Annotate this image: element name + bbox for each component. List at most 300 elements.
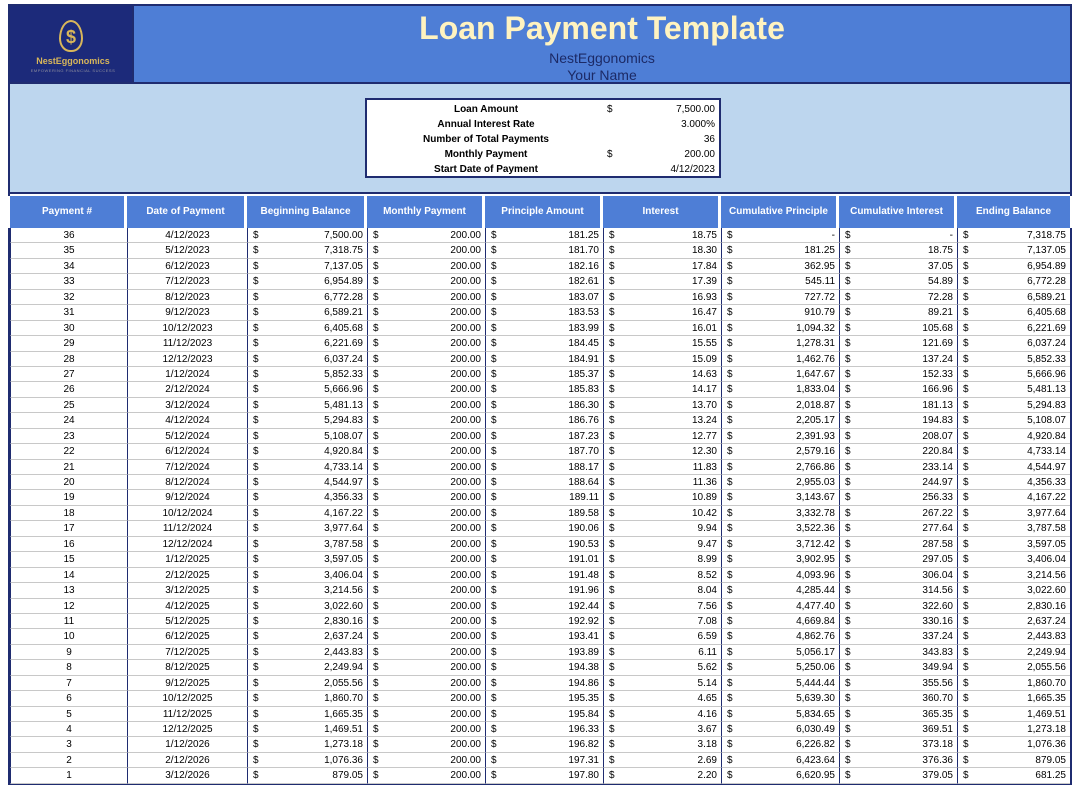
- monthly-payment-cell[interactable]: [367, 321, 485, 336]
- interest-cell[interactable]: [603, 768, 721, 783]
- principle-amount-cell[interactable]: [485, 521, 603, 536]
- monthly-payment-cell[interactable]: [367, 722, 485, 737]
- interest-cell[interactable]: [603, 552, 721, 567]
- beginning-balance-cell[interactable]: [247, 768, 367, 783]
- interest-cell[interactable]: [603, 444, 721, 459]
- monthly-payment-cell[interactable]: [367, 599, 485, 614]
- principle-amount-cell[interactable]: [485, 552, 603, 567]
- loan-amount-input[interactable]: 7,500.00: [676, 104, 715, 115]
- principle-amount-cell[interactable]: [485, 645, 603, 660]
- principle-amount-cell[interactable]: [485, 707, 603, 722]
- cumulative-interest-cell[interactable]: [839, 614, 957, 629]
- cumulative-interest-cell[interactable]: [839, 599, 957, 614]
- monthly-payment-cell[interactable]: [367, 506, 485, 521]
- cumulative-principle-cell[interactable]: [721, 737, 839, 752]
- payment-date-cell[interactable]: 6/12/2024: [127, 444, 247, 459]
- monthly-payment-cell[interactable]: [367, 707, 485, 722]
- cumulative-interest-cell[interactable]: [839, 676, 957, 691]
- cumulative-interest-cell[interactable]: [839, 429, 957, 444]
- cumulative-principle-cell[interactable]: [721, 444, 839, 459]
- principle-amount-cell[interactable]: [485, 753, 603, 768]
- payment-number-cell[interactable]: 4: [10, 722, 127, 737]
- payment-number-cell[interactable]: 25: [10, 398, 127, 413]
- ending-balance-cell[interactable]: [957, 645, 1070, 660]
- interest-cell[interactable]: [603, 475, 721, 490]
- principle-amount-cell[interactable]: [485, 737, 603, 752]
- beginning-balance-cell[interactable]: [247, 660, 367, 675]
- payment-number-cell[interactable]: 31: [10, 305, 127, 320]
- monthly-payment-cell[interactable]: [367, 413, 485, 428]
- interest-cell[interactable]: [603, 305, 721, 320]
- ending-balance-cell[interactable]: [957, 599, 1070, 614]
- payment-number-cell[interactable]: 1: [10, 768, 127, 783]
- monthly-payment-cell[interactable]: [367, 629, 485, 644]
- payment-date-cell[interactable]: 3/12/2026: [127, 768, 247, 783]
- total-payments-input[interactable]: 36: [703, 134, 715, 145]
- beginning-balance-cell[interactable]: [247, 537, 367, 552]
- cumulative-interest-cell[interactable]: [839, 737, 957, 752]
- principle-amount-cell[interactable]: [485, 506, 603, 521]
- payment-date-cell[interactable]: 7/12/2023: [127, 274, 247, 289]
- payment-number-cell[interactable]: 33: [10, 274, 127, 289]
- payment-number-cell[interactable]: 32: [10, 290, 127, 305]
- ending-balance-cell[interactable]: [957, 660, 1070, 675]
- monthly-payment-cell[interactable]: [367, 460, 485, 475]
- cumulative-principle-cell[interactable]: [721, 629, 839, 644]
- monthly-payment-cell[interactable]: [367, 274, 485, 289]
- principle-amount-cell[interactable]: [485, 676, 603, 691]
- monthly-payment-cell[interactable]: [367, 568, 485, 583]
- payment-number-cell[interactable]: 27: [10, 367, 127, 382]
- payment-date-cell[interactable]: 11/12/2023: [127, 336, 247, 351]
- interest-cell[interactable]: [603, 352, 721, 367]
- beginning-balance-cell[interactable]: [247, 367, 367, 382]
- monthly-payment-cell[interactable]: [367, 290, 485, 305]
- monthly-payment-cell[interactable]: [367, 228, 485, 243]
- payment-date-cell[interactable]: 1/12/2025: [127, 552, 247, 567]
- cumulative-interest-cell[interactable]: [839, 768, 957, 783]
- monthly-payment-cell[interactable]: [367, 444, 485, 459]
- cumulative-interest-cell[interactable]: [839, 367, 957, 382]
- monthly-payment-cell[interactable]: [367, 352, 485, 367]
- payment-date-cell[interactable]: 6/12/2023: [127, 259, 247, 274]
- cumulative-principle-cell[interactable]: [721, 274, 839, 289]
- ending-balance-cell[interactable]: [957, 460, 1070, 475]
- cumulative-principle-cell[interactable]: [721, 722, 839, 737]
- payment-number-cell[interactable]: 9: [10, 645, 127, 660]
- principle-amount-cell[interactable]: [485, 259, 603, 274]
- cumulative-principle-cell[interactable]: [721, 614, 839, 629]
- payment-number-cell[interactable]: 14: [10, 568, 127, 583]
- ending-balance-cell[interactable]: [957, 583, 1070, 598]
- monthly-payment-cell[interactable]: [367, 429, 485, 444]
- beginning-balance-cell[interactable]: [247, 398, 367, 413]
- cumulative-principle-cell[interactable]: [721, 583, 839, 598]
- ending-balance-cell[interactable]: [957, 768, 1070, 783]
- cumulative-interest-cell[interactable]: [839, 521, 957, 536]
- monthly-payment-cell[interactable]: [367, 614, 485, 629]
- principle-amount-cell[interactable]: [485, 290, 603, 305]
- payment-date-cell[interactable]: 9/12/2023: [127, 305, 247, 320]
- payment-date-cell[interactable]: 8/12/2025: [127, 660, 247, 675]
- payment-date-cell[interactable]: 4/12/2025: [127, 599, 247, 614]
- cumulative-interest-cell[interactable]: [839, 629, 957, 644]
- beginning-balance-cell[interactable]: [247, 722, 367, 737]
- ending-balance-cell[interactable]: [957, 521, 1070, 536]
- cumulative-interest-cell[interactable]: [839, 660, 957, 675]
- payment-number-cell[interactable]: 29: [10, 336, 127, 351]
- beginning-balance-cell[interactable]: [247, 290, 367, 305]
- ending-balance-cell[interactable]: [957, 753, 1070, 768]
- cumulative-principle-cell[interactable]: [721, 382, 839, 397]
- cumulative-interest-cell[interactable]: [839, 475, 957, 490]
- cumulative-principle-cell[interactable]: [721, 290, 839, 305]
- beginning-balance-cell[interactable]: [247, 521, 367, 536]
- interest-cell[interactable]: [603, 614, 721, 629]
- principle-amount-cell[interactable]: [485, 321, 603, 336]
- payment-date-cell[interactable]: 9/12/2024: [127, 490, 247, 505]
- interest-cell[interactable]: [603, 429, 721, 444]
- principle-amount-cell[interactable]: [485, 691, 603, 706]
- interest-cell[interactable]: [603, 691, 721, 706]
- monthly-payment-cell[interactable]: [367, 660, 485, 675]
- ending-balance-cell[interactable]: [957, 398, 1070, 413]
- principle-amount-cell[interactable]: [485, 274, 603, 289]
- payment-date-cell[interactable]: 7/12/2025: [127, 645, 247, 660]
- cumulative-principle-cell[interactable]: [721, 413, 839, 428]
- principle-amount-cell[interactable]: [485, 352, 603, 367]
- interest-cell[interactable]: [603, 382, 721, 397]
- beginning-balance-cell[interactable]: [247, 321, 367, 336]
- beginning-balance-cell[interactable]: [247, 413, 367, 428]
- ending-balance-cell[interactable]: [957, 305, 1070, 320]
- interest-cell[interactable]: [603, 274, 721, 289]
- payment-date-cell[interactable]: 6/12/2025: [127, 629, 247, 644]
- interest-cell[interactable]: [603, 629, 721, 644]
- beginning-balance-cell[interactable]: [247, 460, 367, 475]
- cumulative-principle-cell[interactable]: [721, 228, 839, 243]
- payment-number-cell[interactable]: 30: [10, 321, 127, 336]
- principle-amount-cell[interactable]: [485, 305, 603, 320]
- cumulative-principle-cell[interactable]: [721, 768, 839, 783]
- beginning-balance-cell[interactable]: [247, 506, 367, 521]
- ending-balance-cell[interactable]: [957, 336, 1070, 351]
- monthly-payment-cell[interactable]: [367, 676, 485, 691]
- principle-amount-cell[interactable]: [485, 614, 603, 629]
- cumulative-interest-cell[interactable]: [839, 490, 957, 505]
- monthly-payment-cell[interactable]: [367, 537, 485, 552]
- payment-number-cell[interactable]: 35: [10, 243, 127, 258]
- cumulative-interest-cell[interactable]: [839, 290, 957, 305]
- ending-balance-cell[interactable]: [957, 707, 1070, 722]
- monthly-payment-cell[interactable]: [367, 336, 485, 351]
- beginning-balance-cell[interactable]: [247, 336, 367, 351]
- ending-balance-cell[interactable]: [957, 552, 1070, 567]
- cumulative-interest-cell[interactable]: [839, 583, 957, 598]
- payment-date-cell[interactable]: 5/12/2024: [127, 429, 247, 444]
- beginning-balance-cell[interactable]: [247, 645, 367, 660]
- payment-date-cell[interactable]: 1/12/2026: [127, 737, 247, 752]
- your-name[interactable]: Your Name: [567, 67, 637, 83]
- payment-date-cell[interactable]: 11/12/2025: [127, 707, 247, 722]
- monthly-payment-cell[interactable]: [367, 305, 485, 320]
- cumulative-principle-cell[interactable]: [721, 305, 839, 320]
- cumulative-interest-cell[interactable]: [839, 398, 957, 413]
- monthly-payment-cell[interactable]: [367, 521, 485, 536]
- payment-date-cell[interactable]: 2/12/2025: [127, 568, 247, 583]
- ending-balance-cell[interactable]: [957, 737, 1070, 752]
- interest-cell[interactable]: [603, 413, 721, 428]
- cumulative-interest-cell[interactable]: [839, 537, 957, 552]
- principle-amount-cell[interactable]: [485, 243, 603, 258]
- payment-number-cell[interactable]: 8: [10, 660, 127, 675]
- cumulative-principle-cell[interactable]: [721, 676, 839, 691]
- cumulative-principle-cell[interactable]: [721, 691, 839, 706]
- principle-amount-cell[interactable]: [485, 629, 603, 644]
- monthly-payment-cell[interactable]: [367, 768, 485, 783]
- principle-amount-cell[interactable]: [485, 336, 603, 351]
- interest-cell[interactable]: [603, 521, 721, 536]
- interest-cell[interactable]: [603, 676, 721, 691]
- monthly-payment-cell[interactable]: [367, 645, 485, 660]
- principle-amount-cell[interactable]: [485, 599, 603, 614]
- payment-number-cell[interactable]: 13: [10, 583, 127, 598]
- payment-number-cell[interactable]: 21: [10, 460, 127, 475]
- interest-cell[interactable]: [603, 737, 721, 752]
- cumulative-principle-cell[interactable]: [721, 259, 839, 274]
- principle-amount-cell[interactable]: [485, 429, 603, 444]
- interest-cell[interactable]: [603, 753, 721, 768]
- beginning-balance-cell[interactable]: [247, 737, 367, 752]
- principle-amount-cell[interactable]: [485, 367, 603, 382]
- principle-amount-cell[interactable]: [485, 413, 603, 428]
- interest-cell[interactable]: [603, 490, 721, 505]
- principle-amount-cell[interactable]: [485, 583, 603, 598]
- cumulative-principle-cell[interactable]: [721, 753, 839, 768]
- ending-balance-cell[interactable]: [957, 629, 1070, 644]
- interest-cell[interactable]: [603, 228, 721, 243]
- interest-cell[interactable]: [603, 460, 721, 475]
- payment-date-cell[interactable]: 10/12/2024: [127, 506, 247, 521]
- cumulative-interest-cell[interactable]: [839, 321, 957, 336]
- interest-cell[interactable]: [603, 367, 721, 382]
- payment-date-cell[interactable]: 10/12/2023: [127, 321, 247, 336]
- cumulative-interest-cell[interactable]: [839, 707, 957, 722]
- payment-date-cell[interactable]: 4/12/2023: [127, 228, 247, 243]
- ending-balance-cell[interactable]: [957, 429, 1070, 444]
- ending-balance-cell[interactable]: [957, 444, 1070, 459]
- interest-cell[interactable]: [603, 645, 721, 660]
- interest-cell[interactable]: [603, 243, 721, 258]
- payment-number-cell[interactable]: 24: [10, 413, 127, 428]
- cumulative-interest-cell[interactable]: [839, 753, 957, 768]
- principle-amount-cell[interactable]: [485, 722, 603, 737]
- payment-number-cell[interactable]: 36: [10, 228, 127, 243]
- cumulative-principle-cell[interactable]: [721, 537, 839, 552]
- payment-date-cell[interactable]: 3/12/2024: [127, 398, 247, 413]
- interest-cell[interactable]: [603, 583, 721, 598]
- monthly-payment-cell[interactable]: [367, 737, 485, 752]
- beginning-balance-cell[interactable]: [247, 352, 367, 367]
- cumulative-interest-cell[interactable]: [839, 444, 957, 459]
- ending-balance-cell[interactable]: [957, 475, 1070, 490]
- cumulative-interest-cell[interactable]: [839, 352, 957, 367]
- beginning-balance-cell[interactable]: [247, 753, 367, 768]
- payment-number-cell[interactable]: 17: [10, 521, 127, 536]
- interest-cell[interactable]: [603, 707, 721, 722]
- ending-balance-cell[interactable]: [957, 490, 1070, 505]
- ending-balance-cell[interactable]: [957, 367, 1070, 382]
- payment-date-cell[interactable]: 5/12/2023: [127, 243, 247, 258]
- payment-date-cell[interactable]: 8/12/2024: [127, 475, 247, 490]
- cumulative-interest-cell[interactable]: [839, 413, 957, 428]
- beginning-balance-cell[interactable]: [247, 429, 367, 444]
- payment-date-cell[interactable]: 12/12/2024: [127, 537, 247, 552]
- cumulative-interest-cell[interactable]: [839, 228, 957, 243]
- ending-balance-cell[interactable]: [957, 413, 1070, 428]
- principle-amount-cell[interactable]: [485, 660, 603, 675]
- payment-number-cell[interactable]: 18: [10, 506, 127, 521]
- payment-date-cell[interactable]: 5/12/2025: [127, 614, 247, 629]
- payment-number-cell[interactable]: 16: [10, 537, 127, 552]
- cumulative-interest-cell[interactable]: [839, 691, 957, 706]
- cumulative-interest-cell[interactable]: [839, 259, 957, 274]
- principle-amount-cell[interactable]: [485, 460, 603, 475]
- payment-date-cell[interactable]: 12/12/2025: [127, 722, 247, 737]
- monthly-payment-cell[interactable]: [367, 490, 485, 505]
- beginning-balance-cell[interactable]: [247, 707, 367, 722]
- beginning-balance-cell[interactable]: [247, 228, 367, 243]
- cumulative-principle-cell[interactable]: [721, 599, 839, 614]
- cumulative-interest-cell[interactable]: [839, 460, 957, 475]
- cumulative-principle-cell[interactable]: [721, 321, 839, 336]
- ending-balance-cell[interactable]: [957, 274, 1070, 289]
- cumulative-principle-cell[interactable]: [721, 398, 839, 413]
- monthly-payment-cell[interactable]: [367, 367, 485, 382]
- monthly-payment-cell[interactable]: [367, 583, 485, 598]
- ending-balance-cell[interactable]: [957, 614, 1070, 629]
- ending-balance-cell[interactable]: [957, 228, 1070, 243]
- interest-cell[interactable]: [603, 660, 721, 675]
- payment-date-cell[interactable]: 8/12/2023: [127, 290, 247, 305]
- principle-amount-cell[interactable]: [485, 568, 603, 583]
- beginning-balance-cell[interactable]: [247, 568, 367, 583]
- cumulative-interest-cell[interactable]: [839, 243, 957, 258]
- payment-date-cell[interactable]: 2/12/2024: [127, 382, 247, 397]
- interest-cell[interactable]: [603, 568, 721, 583]
- payment-number-cell[interactable]: 28: [10, 352, 127, 367]
- payment-date-cell[interactable]: 10/12/2025: [127, 691, 247, 706]
- cumulative-interest-cell[interactable]: [839, 336, 957, 351]
- principle-amount-cell[interactable]: [485, 768, 603, 783]
- cumulative-interest-cell[interactable]: [839, 552, 957, 567]
- payment-date-cell[interactable]: 3/12/2025: [127, 583, 247, 598]
- cumulative-principle-cell[interactable]: [721, 506, 839, 521]
- monthly-payment-cell[interactable]: [367, 753, 485, 768]
- payment-date-cell[interactable]: 4/12/2024: [127, 413, 247, 428]
- beginning-balance-cell[interactable]: [247, 614, 367, 629]
- payment-number-cell[interactable]: 2: [10, 753, 127, 768]
- ending-balance-cell[interactable]: [957, 506, 1070, 521]
- cumulative-principle-cell[interactable]: [721, 490, 839, 505]
- beginning-balance-cell[interactable]: [247, 552, 367, 567]
- cumulative-principle-cell[interactable]: [721, 429, 839, 444]
- interest-cell[interactable]: [603, 398, 721, 413]
- monthly-payment-cell[interactable]: [367, 691, 485, 706]
- ending-balance-cell[interactable]: [957, 676, 1070, 691]
- monthly-payment-cell[interactable]: [367, 552, 485, 567]
- monthly-payment-cell[interactable]: [367, 398, 485, 413]
- payment-date-cell[interactable]: 9/12/2025: [127, 676, 247, 691]
- ending-balance-cell[interactable]: [957, 568, 1070, 583]
- payment-number-cell[interactable]: 15: [10, 552, 127, 567]
- payment-number-cell[interactable]: 20: [10, 475, 127, 490]
- beginning-balance-cell[interactable]: [247, 629, 367, 644]
- interest-cell[interactable]: [603, 537, 721, 552]
- principle-amount-cell[interactable]: [485, 444, 603, 459]
- payment-number-cell[interactable]: 7: [10, 676, 127, 691]
- payment-number-cell[interactable]: 3: [10, 737, 127, 752]
- principle-amount-cell[interactable]: [485, 475, 603, 490]
- beginning-balance-cell[interactable]: [247, 382, 367, 397]
- interest-cell[interactable]: [603, 506, 721, 521]
- principle-amount-cell[interactable]: [485, 228, 603, 243]
- start-date-input[interactable]: 4/12/2023: [670, 164, 715, 175]
- payment-number-cell[interactable]: 19: [10, 490, 127, 505]
- payment-number-cell[interactable]: 6: [10, 691, 127, 706]
- ending-balance-cell[interactable]: [957, 722, 1070, 737]
- payment-date-cell[interactable]: 7/12/2024: [127, 460, 247, 475]
- cumulative-principle-cell[interactable]: [721, 707, 839, 722]
- beginning-balance-cell[interactable]: [247, 676, 367, 691]
- cumulative-interest-cell[interactable]: [839, 382, 957, 397]
- principle-amount-cell[interactable]: [485, 490, 603, 505]
- beginning-balance-cell[interactable]: [247, 691, 367, 706]
- cumulative-interest-cell[interactable]: [839, 506, 957, 521]
- cumulative-interest-cell[interactable]: [839, 645, 957, 660]
- interest-rate-input[interactable]: 3.000%: [681, 119, 715, 130]
- monthly-payment-cell[interactable]: [367, 259, 485, 274]
- ending-balance-cell[interactable]: [957, 259, 1070, 274]
- cumulative-principle-cell[interactable]: [721, 336, 839, 351]
- interest-cell[interactable]: [603, 336, 721, 351]
- payment-date-cell[interactable]: 12/12/2023: [127, 352, 247, 367]
- beginning-balance-cell[interactable]: [247, 243, 367, 258]
- payment-number-cell[interactable]: 11: [10, 614, 127, 629]
- monthly-payment-input[interactable]: 200.00: [684, 149, 715, 160]
- beginning-balance-cell[interactable]: [247, 475, 367, 490]
- cumulative-principle-cell[interactable]: [721, 475, 839, 490]
- cumulative-principle-cell[interactable]: [721, 660, 839, 675]
- payment-number-cell[interactable]: 26: [10, 382, 127, 397]
- cumulative-interest-cell[interactable]: [839, 274, 957, 289]
- ending-balance-cell[interactable]: [957, 691, 1070, 706]
- cumulative-principle-cell[interactable]: [721, 521, 839, 536]
- cumulative-principle-cell[interactable]: [721, 352, 839, 367]
- payment-date-cell[interactable]: 1/12/2024: [127, 367, 247, 382]
- beginning-balance-cell[interactable]: [247, 259, 367, 274]
- interest-cell[interactable]: [603, 259, 721, 274]
- monthly-payment-cell[interactable]: [367, 475, 485, 490]
- cumulative-interest-cell[interactable]: [839, 568, 957, 583]
- interest-cell[interactable]: [603, 599, 721, 614]
- beginning-balance-cell[interactable]: [247, 490, 367, 505]
- monthly-payment-cell[interactable]: [367, 243, 485, 258]
- beginning-balance-cell[interactable]: [247, 599, 367, 614]
- ending-balance-cell[interactable]: [957, 321, 1070, 336]
- cumulative-principle-cell[interactable]: [721, 367, 839, 382]
- payment-number-cell[interactable]: 23: [10, 429, 127, 444]
